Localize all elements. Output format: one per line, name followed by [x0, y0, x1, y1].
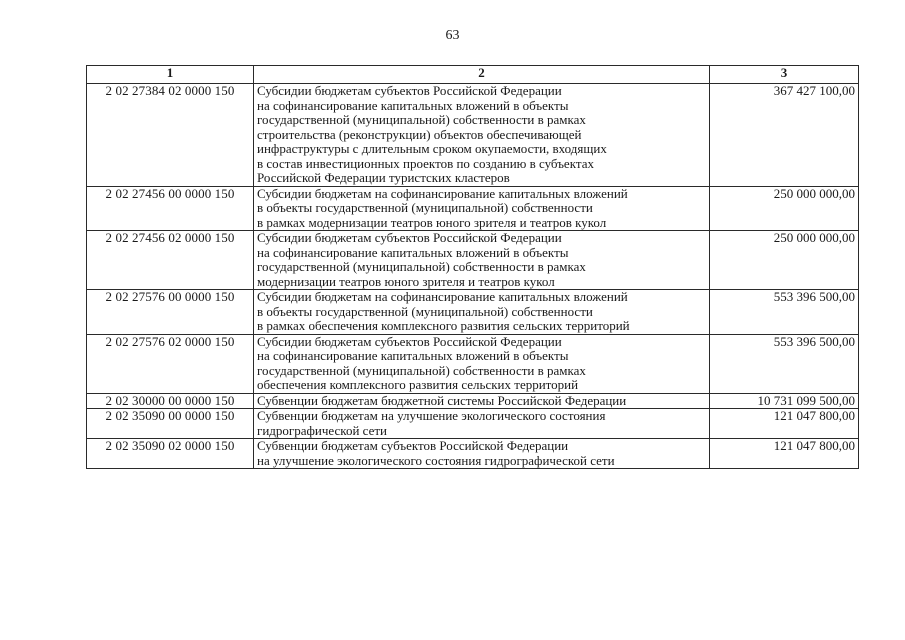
description-line: модернизации театров юного зрителя и театров кукол — [257, 273, 555, 289]
description-line: Субсидии бюджетам субъектов Российской Федерации — [257, 83, 562, 98]
description-cell — [254, 231, 710, 290]
header-col-description: 2 — [254, 66, 710, 84]
description-line: Субвенции бюджетам субъектов Российской Федерации — [257, 438, 569, 453]
description-cell — [254, 334, 710, 393]
revenue-code-cell: 2 02 27576 00 0000 150 — [87, 290, 254, 335]
description-line: Российской Федерации туристских кластеров — [257, 170, 510, 185]
description-line: на софинансирование капитальных вложений в объекты — [257, 244, 569, 260]
description-line: государственной (муниципальной) собственности в рамках — [257, 362, 586, 378]
description-cell — [254, 393, 710, 409]
description-line: Субсидии бюджетам субъектов Российской Федерации — [257, 230, 562, 245]
budget-table — [86, 65, 859, 469]
description-line: государственной (муниципальной) собственности в рамках — [257, 259, 586, 274]
table-row — [87, 393, 859, 409]
description-line: Субсидии бюджетам на софинансирование капитальных вложений — [257, 185, 628, 201]
table-body — [87, 84, 859, 469]
amount-cell: 553 396 500,00 — [710, 334, 859, 393]
table-row — [87, 334, 859, 393]
description-cell — [254, 409, 710, 439]
table-row — [87, 290, 859, 335]
description-line: Субсидии бюджетам субъектов Российской Федерации — [257, 333, 562, 349]
table-row — [87, 186, 859, 231]
description-line: инфраструктуры с длительным сроком окупаемости, входящих — [257, 141, 607, 156]
revenue-code-cell: 2 02 35090 00 0000 150 — [87, 409, 254, 439]
revenue-code-cell: 2 02 27456 02 0000 150 — [87, 231, 254, 290]
description-line: на софинансирование капитальных вложений в объекты — [257, 97, 569, 113]
description-line: Субвенции бюджетам бюджетной системы Российской Федерации — [257, 392, 627, 408]
amount-cell: 553 396 500,00 — [710, 290, 859, 335]
description-cell — [254, 439, 710, 469]
amount-cell: 121 047 800,00 — [710, 439, 859, 469]
amount-cell: 250 000 000,00 — [710, 231, 859, 290]
description-line: на софинансирование капитальных вложений в объекты — [257, 348, 569, 363]
description-line: на улучшение экологического состояния гидрографической сети — [257, 452, 615, 468]
description-line: Субсидии бюджетам на софинансирование капитальных вложений — [257, 289, 628, 304]
header-col-code: 1 — [87, 66, 254, 84]
revenue-code-cell: 2 02 27456 00 0000 150 — [87, 186, 254, 231]
page-number: 63 — [445, 28, 460, 43]
description-line: в рамках модернизации театров юного зрителя и театров кукол — [257, 214, 607, 230]
header-col-amount: 3 — [710, 66, 859, 84]
description-cell — [254, 186, 710, 231]
description-line: гидрографической сети — [257, 422, 387, 438]
revenue-code-cell: 2 02 27384 02 0000 150 — [87, 84, 254, 187]
amount-cell: 121 047 800,00 — [710, 409, 859, 439]
description-line: обеспечения комплексного развития сельских территорий — [257, 377, 579, 392]
revenue-code-cell: 2 02 30000 00 0000 150 — [87, 393, 254, 409]
description-line: в рамках обеспечения комплексного развития сельских территорий — [257, 318, 630, 333]
amount-cell: 250 000 000,00 — [710, 186, 859, 231]
description-cell — [254, 84, 710, 187]
description-line: в объекты государственной (муниципальной) собственности — [257, 200, 593, 215]
description-line: в объекты государственной (муниципальной) собственности — [257, 303, 593, 319]
table-row — [87, 231, 859, 290]
revenue-code-cell: 2 02 35090 02 0000 150 — [87, 439, 254, 469]
description-line: Субвенции бюджетам на улучшение экологического состояния — [257, 408, 606, 423]
description-line: государственной (муниципальной) собственности в рамках — [257, 112, 586, 127]
description-line: в состав инвестиционных проектов по созданию в субъектах — [257, 155, 594, 171]
description-cell — [254, 290, 710, 335]
table-row — [87, 409, 859, 439]
amount-cell: 367 427 100,00 — [710, 84, 859, 187]
header-row — [87, 66, 859, 84]
table-row — [87, 439, 859, 469]
table-header — [87, 66, 859, 84]
revenue-code-cell: 2 02 27576 02 0000 150 — [87, 334, 254, 393]
amount-cell: 10 731 099 500,00 — [710, 393, 859, 409]
description-line: строительства (реконструкции) объектов обеспечивающей — [257, 126, 582, 142]
table-row — [87, 84, 859, 187]
